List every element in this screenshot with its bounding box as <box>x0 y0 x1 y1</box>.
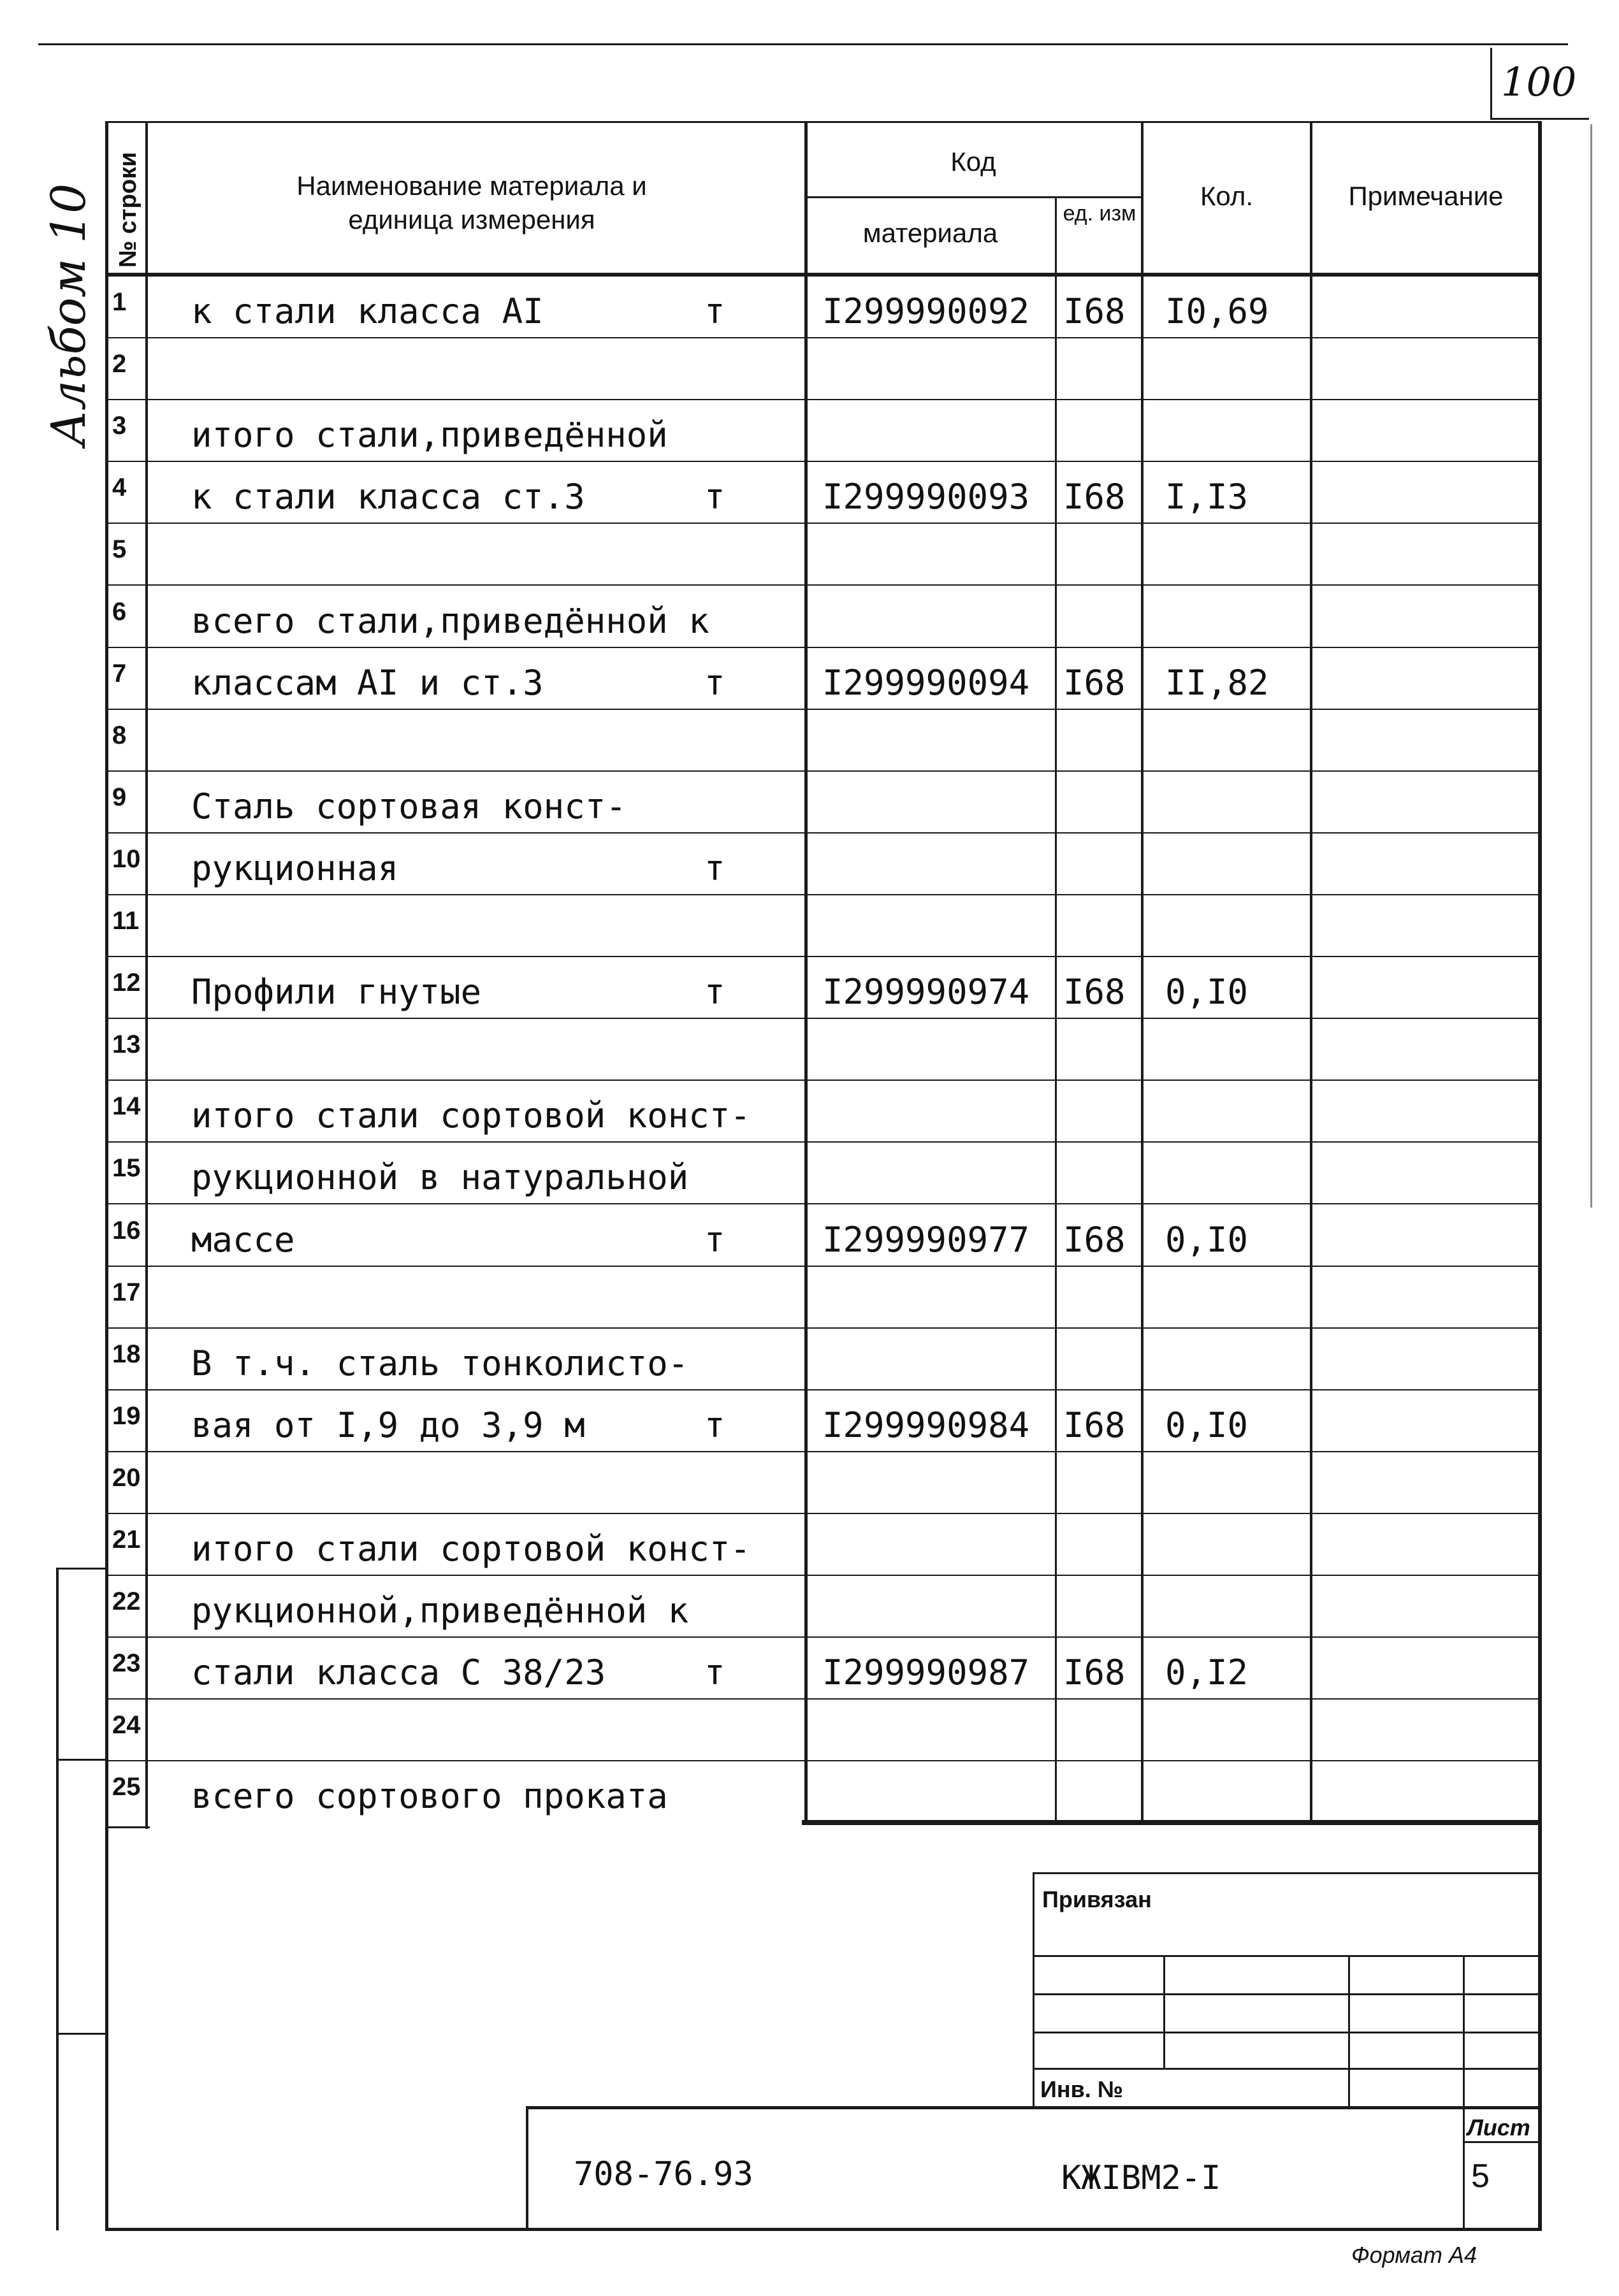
row-unit-letter: т <box>704 662 725 703</box>
page-number: 100 <box>1501 59 1577 105</box>
row-material-code: I299990984 <box>822 1404 1030 1445</box>
format-label: Формат А4 <box>1351 2242 1477 2268</box>
table-row <box>0 710 1619 772</box>
row-number: 18 <box>112 1339 141 1368</box>
stamp-grid-line <box>1033 1993 1542 1995</box>
row-name: итого стали,приведённой <box>191 415 668 456</box>
row-unit-letter: т <box>704 972 725 1013</box>
row-unit-code: I68 <box>1063 1652 1126 1693</box>
header-code: Код <box>950 147 996 177</box>
row-name: Профили гнутые <box>191 972 482 1013</box>
row-name: к стали класса АI <box>191 291 544 331</box>
table-row <box>0 462 1619 524</box>
table-row <box>0 1700 1619 1761</box>
row-number: 15 <box>112 1154 141 1183</box>
album-label: Альбом 10 <box>41 183 96 446</box>
row-number: 1 <box>112 288 127 316</box>
row-unit-letter: т <box>704 1652 725 1693</box>
row-unit-letter: т <box>704 1404 725 1445</box>
table-row <box>0 1205 1619 1267</box>
row-number: 7 <box>112 659 127 688</box>
row-name: рукционной,приведённой к <box>191 1591 689 1631</box>
table-row <box>0 586 1619 648</box>
row-number: 11 <box>112 907 140 935</box>
header-top-border <box>105 121 1542 123</box>
row-material-code: I299990094 <box>822 662 1030 703</box>
row-name: итого стали сортовой конст- <box>191 1529 751 1569</box>
row-number: 23 <box>112 1649 141 1678</box>
stamp-grid-col <box>1463 1955 1465 2229</box>
stamp-sheet-label: Лист <box>1467 2114 1530 2141</box>
page-number-box-bottom <box>1490 118 1589 120</box>
row-unit-code: I68 <box>1063 1219 1126 1260</box>
stamp-attached-top <box>1033 1872 1542 1874</box>
table-row <box>0 277 1619 338</box>
row-material-code: I299990974 <box>822 972 1030 1013</box>
table-row <box>0 1576 1619 1638</box>
header-name: Наименование материала и единица измерения <box>296 171 647 235</box>
row-unit-letter: т <box>704 291 725 331</box>
row-unit-letter: т <box>704 477 725 517</box>
stamp-grid-col <box>1163 1955 1165 2070</box>
row-name: вая от I,9 до 3,9 м <box>191 1404 585 1445</box>
header-unit: ед. изм <box>1063 201 1136 226</box>
stamp-grid-line <box>1033 2032 1542 2033</box>
table-row <box>0 524 1619 586</box>
row-number: 21 <box>112 1526 141 1554</box>
row-quantity: 0,I0 <box>1165 1219 1249 1260</box>
row-unit-code: I68 <box>1063 291 1126 331</box>
row-number: 2 <box>112 350 127 379</box>
table-row <box>0 834 1619 895</box>
row-unit-code: I68 <box>1063 662 1126 703</box>
row-name: к стали класса ст.3 <box>191 477 585 517</box>
row-number: 8 <box>112 721 127 749</box>
row-material-code: I299990977 <box>822 1219 1030 1260</box>
table-row <box>0 1329 1619 1390</box>
header-material: материала <box>862 218 998 248</box>
table-row <box>0 1761 1619 1823</box>
row-unit-letter: т <box>704 1219 725 1260</box>
table-row <box>0 1638 1619 1700</box>
row-quantity: II,82 <box>1165 662 1269 703</box>
table-row <box>0 1081 1619 1143</box>
row-number: 3 <box>112 412 127 440</box>
row-number: 6 <box>112 597 127 626</box>
row-number: 9 <box>112 783 127 811</box>
row-number: 13 <box>112 1030 141 1059</box>
row-name: классам АI и ст.3 <box>191 662 544 703</box>
table-row <box>0 895 1619 957</box>
stamp-sheet-divider <box>1463 2141 1542 2143</box>
row-name: рукционная <box>191 848 399 888</box>
stamp-attached-label: Привязан <box>1042 1886 1152 1912</box>
row-number: 19 <box>112 1401 141 1430</box>
header-qty: Кол. <box>1200 181 1254 211</box>
table-row <box>0 1267 1619 1329</box>
row-number: 4 <box>112 473 127 502</box>
row-number: 16 <box>112 1216 141 1245</box>
row-number: 20 <box>112 1463 141 1492</box>
table-row <box>0 648 1619 710</box>
table-row <box>0 1452 1619 1514</box>
stamp-sheet-number: 5 <box>1471 2158 1490 2195</box>
stamp-doc-code: КЖIВМ2-I <box>1061 2159 1221 2197</box>
row-number: 12 <box>112 969 141 997</box>
stamp-grid-col <box>1348 1955 1350 2108</box>
row-name: итого стали сортовой конст- <box>191 1095 751 1136</box>
margin-strip-divider <box>56 2033 107 2035</box>
row-number: 24 <box>112 1711 141 1740</box>
row-unit-code: I68 <box>1063 972 1126 1013</box>
page-bottom-border <box>105 2228 1542 2231</box>
table-row <box>0 957 1619 1019</box>
row-name: всего стали,приведённой к <box>191 600 709 641</box>
rownum-bottom <box>105 1826 150 1828</box>
row-unit-code: I68 <box>1063 477 1126 517</box>
table-row <box>0 1390 1619 1452</box>
row-unit-code: I68 <box>1063 1404 1126 1445</box>
row-number: 22 <box>112 1587 141 1616</box>
stamp-grid-line <box>1033 2068 1542 2070</box>
header-row-no: № строки <box>115 152 142 268</box>
row-quantity: 0,I0 <box>1165 1404 1249 1445</box>
table-row <box>0 400 1619 462</box>
stamp-inv-label: Инв. № <box>1040 2076 1123 2102</box>
row-material-code: I299990093 <box>822 477 1030 517</box>
table-row <box>0 338 1619 400</box>
row-name: рукционной в натуральной <box>191 1157 689 1198</box>
row-name: массе <box>191 1219 295 1260</box>
row-name: стали класса С 38/23 <box>191 1652 606 1693</box>
row-name: Сталь сортовая конст- <box>191 786 627 827</box>
row-material-code: I299990987 <box>822 1652 1030 1693</box>
top-rule <box>38 43 1568 45</box>
row-number: 5 <box>112 535 127 564</box>
stamp-grid-line <box>1033 1955 1542 1957</box>
row-number: 14 <box>112 1092 141 1121</box>
table-row <box>0 1143 1619 1204</box>
row-quantity: I,I3 <box>1165 477 1249 517</box>
stamp-doc-number: 708-76.93 <box>574 2155 753 2193</box>
row-unit-letter: т <box>704 848 725 888</box>
table-row <box>0 1019 1619 1081</box>
stamp-attached-left <box>1033 1872 1035 2109</box>
row-number: 17 <box>112 1278 141 1306</box>
page-number-box-left <box>1490 48 1492 118</box>
row-quantity: 0,I2 <box>1165 1652 1249 1693</box>
row-material-code: I299990092 <box>822 291 1030 331</box>
code-subheader-line <box>804 196 1142 198</box>
row-quantity: 0,I0 <box>1165 972 1249 1013</box>
stamp-main-left <box>526 2106 528 2230</box>
row-quantity: I0,69 <box>1165 291 1269 331</box>
row-name: всего сортового проката <box>191 1776 668 1817</box>
row-name: В т.ч. сталь тонколисто- <box>191 1343 689 1383</box>
row-number: 25 <box>112 1773 141 1801</box>
header-note: Примечание <box>1348 181 1504 211</box>
table-row <box>0 772 1619 834</box>
stamp-main-top <box>526 2106 1542 2109</box>
table-row <box>0 1514 1619 1576</box>
row-number: 10 <box>112 844 141 873</box>
